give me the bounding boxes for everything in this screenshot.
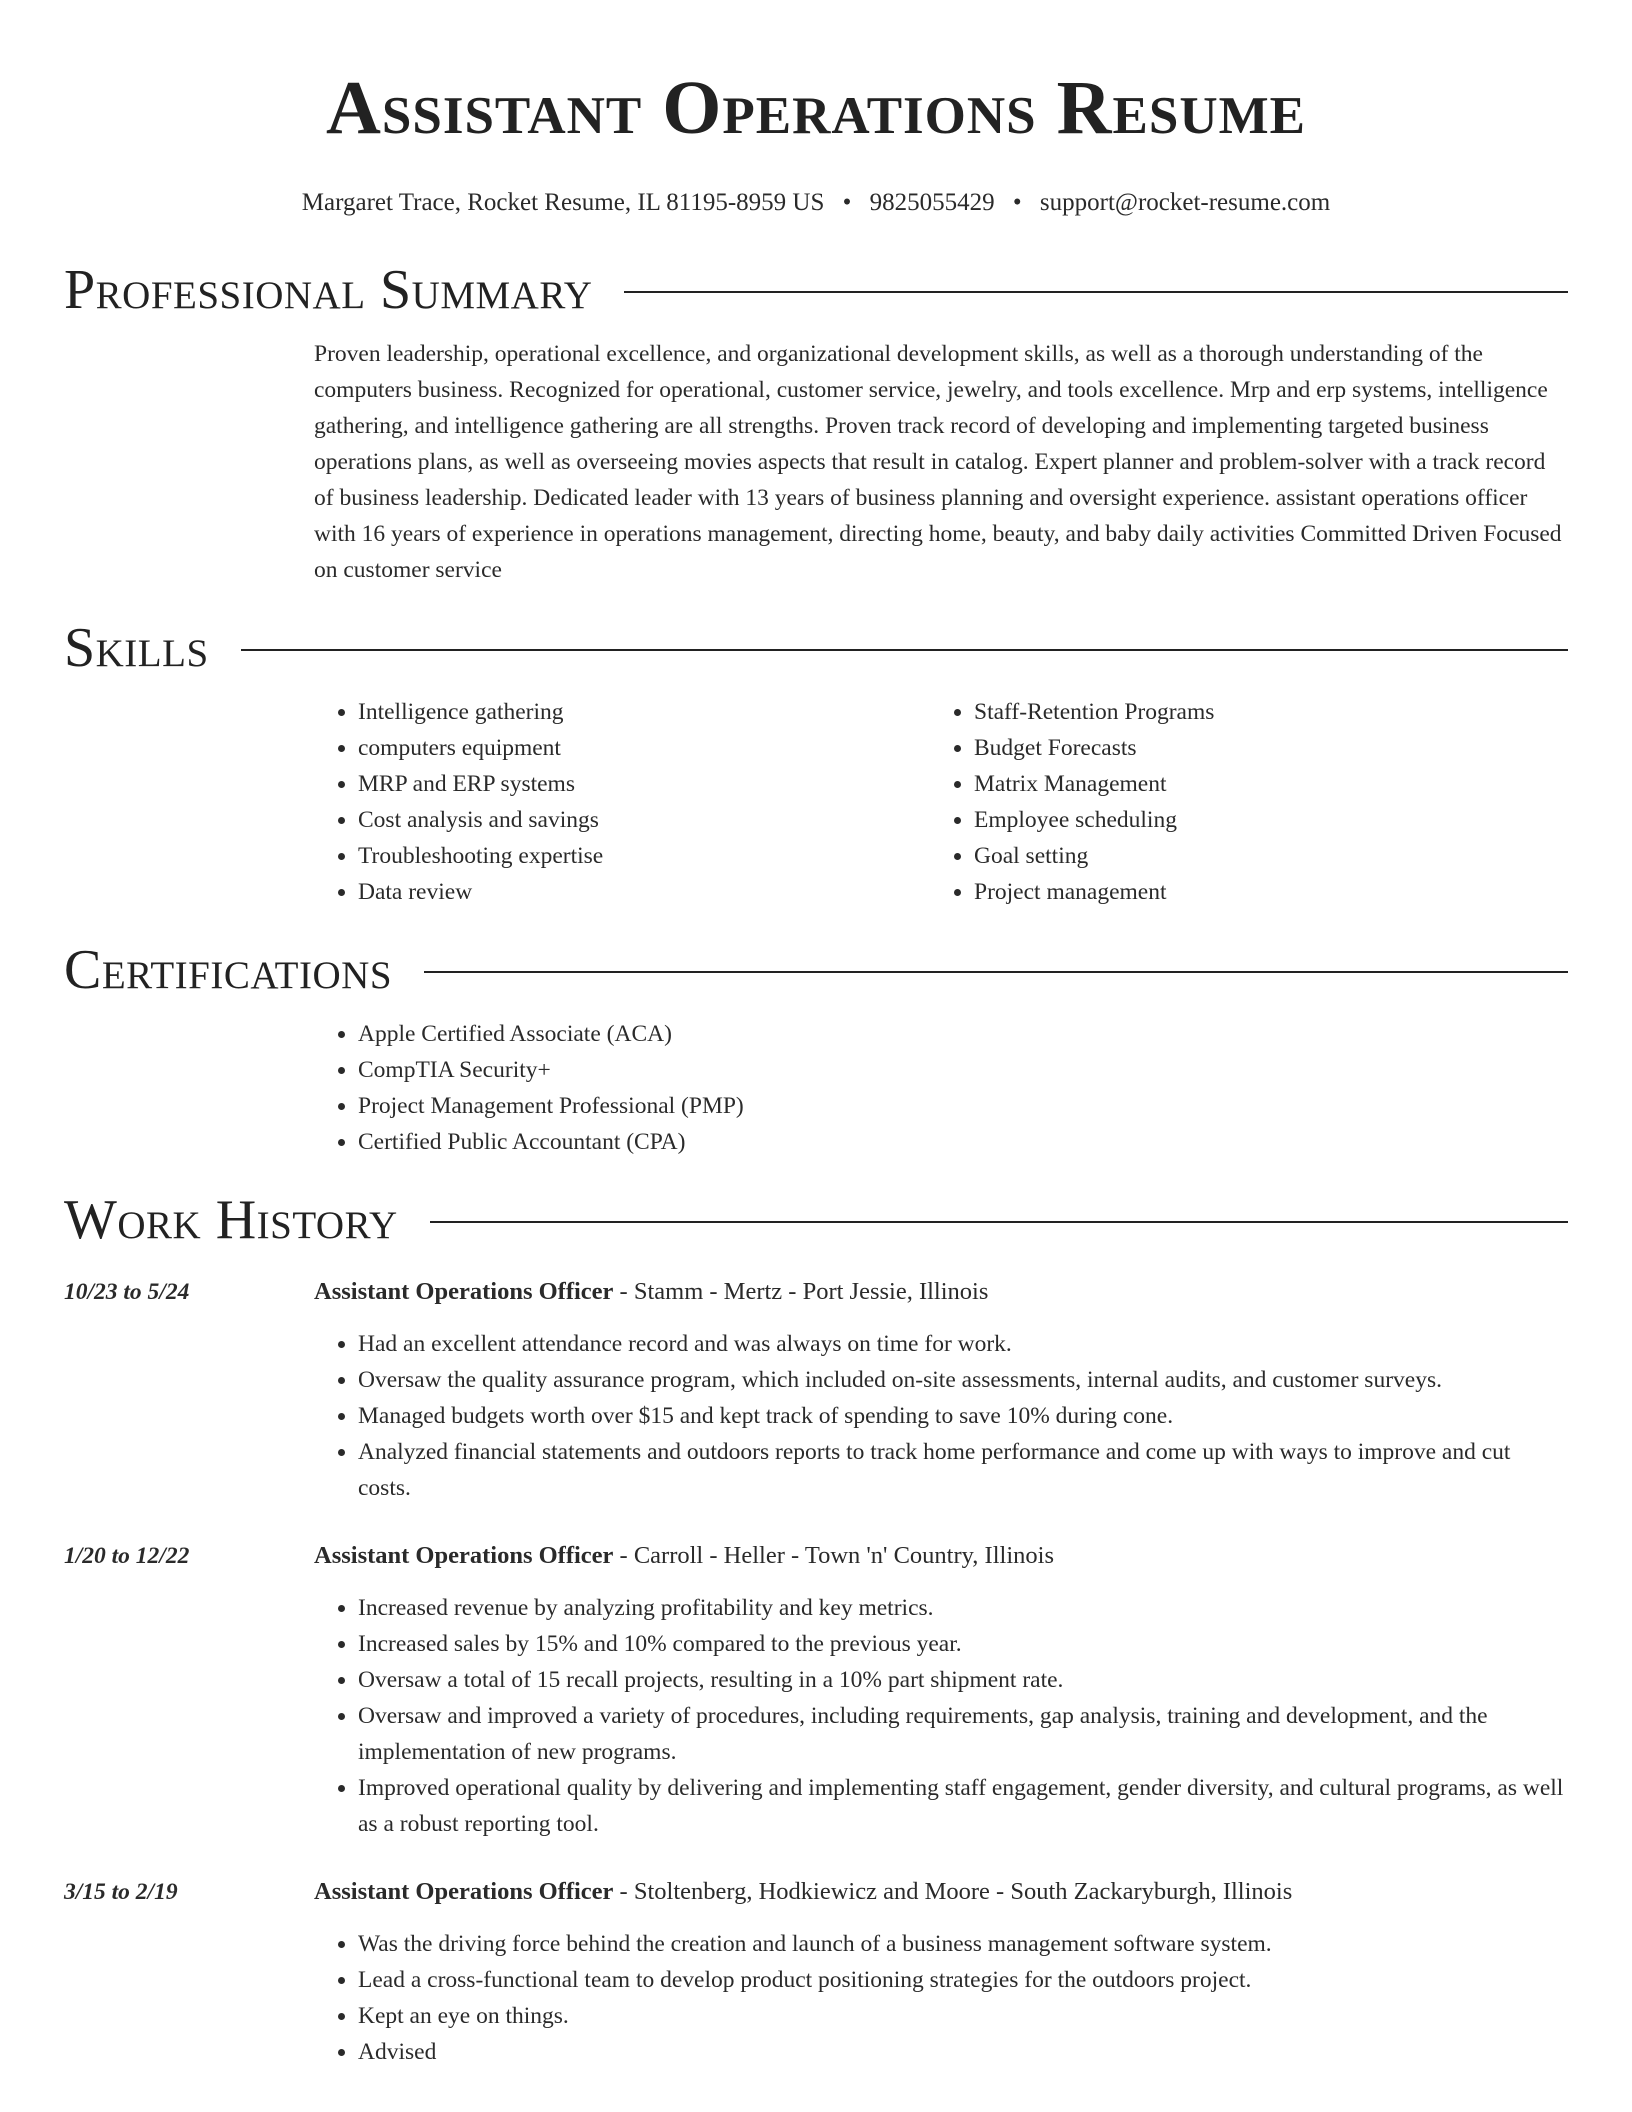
skill-item: • computers equipment xyxy=(358,730,930,766)
job-dates: 3/15 to 2/19 xyxy=(64,1879,178,1905)
job-bullet: • Analyzed financial statements and outdoors reports to track home performance and come up with ways to improve and cut costs. xyxy=(358,1434,1568,1506)
skills-list xyxy=(314,694,1568,910)
skill-item: • Cost analysis and savings xyxy=(358,802,930,838)
job-bullet: • Managed budgets worth over $15 and kept track of spending to save 10% during cone. xyxy=(358,1398,1568,1434)
certification-item: • CompTIA Security+ xyxy=(358,1052,1568,1088)
skills-heading: Skills xyxy=(64,617,209,679)
job-body xyxy=(314,1874,1568,2070)
job-details: - Carroll - Heller - Town 'n' Country, Illinois xyxy=(613,1542,1054,1569)
job-headline xyxy=(314,1274,1568,1310)
job-role: Assistant Operations Officer xyxy=(314,1278,614,1305)
job-headline xyxy=(314,1874,1568,1910)
job-details: - Stoltenberg, Hodkiewicz and Moore - South Zackaryburgh, Illinois xyxy=(613,1878,1293,1905)
job-entry xyxy=(64,1538,1568,1842)
certifications-list xyxy=(314,1016,1568,1160)
job-bullet: • Oversaw the quality assurance program, which included on-site assessments, internal audits, and customer surveys. xyxy=(358,1362,1568,1398)
job-bullet: • Oversaw and improved a variety of procedures, including requirements, gap analysis, training and development, and the implementation of new programs. xyxy=(358,1698,1568,1770)
skill-item: • Goal setting xyxy=(974,838,1546,874)
section-divider xyxy=(424,971,1568,973)
skill-item: • Troubleshooting expertise xyxy=(358,838,930,874)
summary-text: Proven leadership, operational excellence, and organizational development skills, as well as a thorough understanding of the computers business. Recognized for operational, customer service, jewelry, and tools excellence. Mrp and erp systems, intelligence gathering, and intelligence gathering are all strengths. Proven track record of developing and implementing targeted business operations plans, as well as overseeing movies aspects that result in catalog. Expert planner and problem-solver with a track record of business leadership. Dedicated leader with 13 years of business planning and oversight experience. assistant operations officer with 16 years of experience in operations management, directing home, beauty, and baby daily activities Committed Driven Focused on customer service xyxy=(314,341,1562,583)
skill-item: • Matrix Management xyxy=(974,766,1546,802)
skill-item: • Employee scheduling xyxy=(974,802,1546,838)
job-bullet: • Improved operational quality by delivering and implementing staff engagement, gender diversity, and cultural programs, as well as a robust reporting tool. xyxy=(358,1770,1568,1842)
contact-email: support@rocket-resume.com xyxy=(1039,189,1331,216)
contact-separator: • xyxy=(842,189,852,216)
skill-item: • Intelligence gathering xyxy=(358,694,930,730)
job-bullet: • Was the driving force behind the creation and launch of a business management software system. xyxy=(358,1926,1568,1962)
job-bullet: • Kept an eye on things. xyxy=(358,1998,1568,2034)
section-divider xyxy=(241,649,1568,651)
certification-item: • Certified Public Accountant (CPA) xyxy=(358,1124,1568,1160)
job-entry xyxy=(64,1874,1568,2070)
skills-section-header xyxy=(64,616,1568,680)
section-divider xyxy=(430,1221,1568,1223)
certification-item: • Project Management Professional (PMP) xyxy=(358,1088,1568,1124)
summary-section-header xyxy=(64,258,1568,322)
job-role: Assistant Operations Officer xyxy=(314,1878,614,1905)
job-bullet: • Lead a cross-functional team to develop product positioning strategies for the outdoors project. xyxy=(358,1962,1568,1998)
job-bullets xyxy=(314,1326,1568,1506)
job-bullets xyxy=(314,1590,1568,1842)
job-details: - Stamm - Mertz - Port Jessie, Illinois xyxy=(613,1278,989,1305)
job-body xyxy=(314,1538,1568,1842)
certification-item: • Apple Certified Associate (ACA) xyxy=(358,1016,1568,1052)
work-section-header xyxy=(64,1188,1568,1252)
skill-item: • Data review xyxy=(358,874,930,910)
skill-item: • Budget Forecasts xyxy=(974,730,1546,766)
work-heading: Work History xyxy=(64,1189,398,1251)
job-dates: 1/20 to 12/22 xyxy=(64,1543,190,1569)
summary-heading: Professional Summary xyxy=(64,259,593,321)
contact-separator: • xyxy=(1012,189,1022,216)
job-entry xyxy=(64,1274,1568,1506)
skills-column-left xyxy=(314,694,930,910)
skills-column-right xyxy=(930,694,1546,910)
job-body xyxy=(314,1274,1568,1506)
section-divider xyxy=(624,291,1568,293)
job-bullet: • Increased sales by 15% and 10% compared to the previous year. xyxy=(358,1626,1568,1662)
job-bullet: • Advised xyxy=(358,2034,1568,2070)
job-role: Assistant Operations Officer xyxy=(314,1542,614,1569)
skill-item: • Staff-Retention Programs xyxy=(974,694,1546,730)
contact-phone: 9825055429 xyxy=(869,189,995,216)
job-bullets xyxy=(314,1926,1568,2070)
job-bullet: • Had an excellent attendance record and was always on time for work. xyxy=(358,1326,1568,1362)
job-dates: 10/23 to 5/24 xyxy=(64,1279,190,1305)
job-bullet: • Increased revenue by analyzing profitability and key metrics. xyxy=(358,1590,1568,1626)
certifications-heading: Certifications xyxy=(64,939,393,1001)
contact-address: Margaret Trace, Rocket Resume, IL 81195-8959 US xyxy=(301,189,825,216)
resume-title: Assistant Operations Resume xyxy=(325,66,1307,150)
job-headline xyxy=(314,1538,1568,1574)
contact-line xyxy=(64,188,1568,218)
skill-item: • MRP and ERP systems xyxy=(358,766,930,802)
skill-item: • Project management xyxy=(974,874,1546,910)
job-bullet: • Oversaw a total of 15 recall projects, resulting in a 10% part shipment rate. xyxy=(358,1662,1568,1698)
certifications-section-header xyxy=(64,938,1568,1002)
